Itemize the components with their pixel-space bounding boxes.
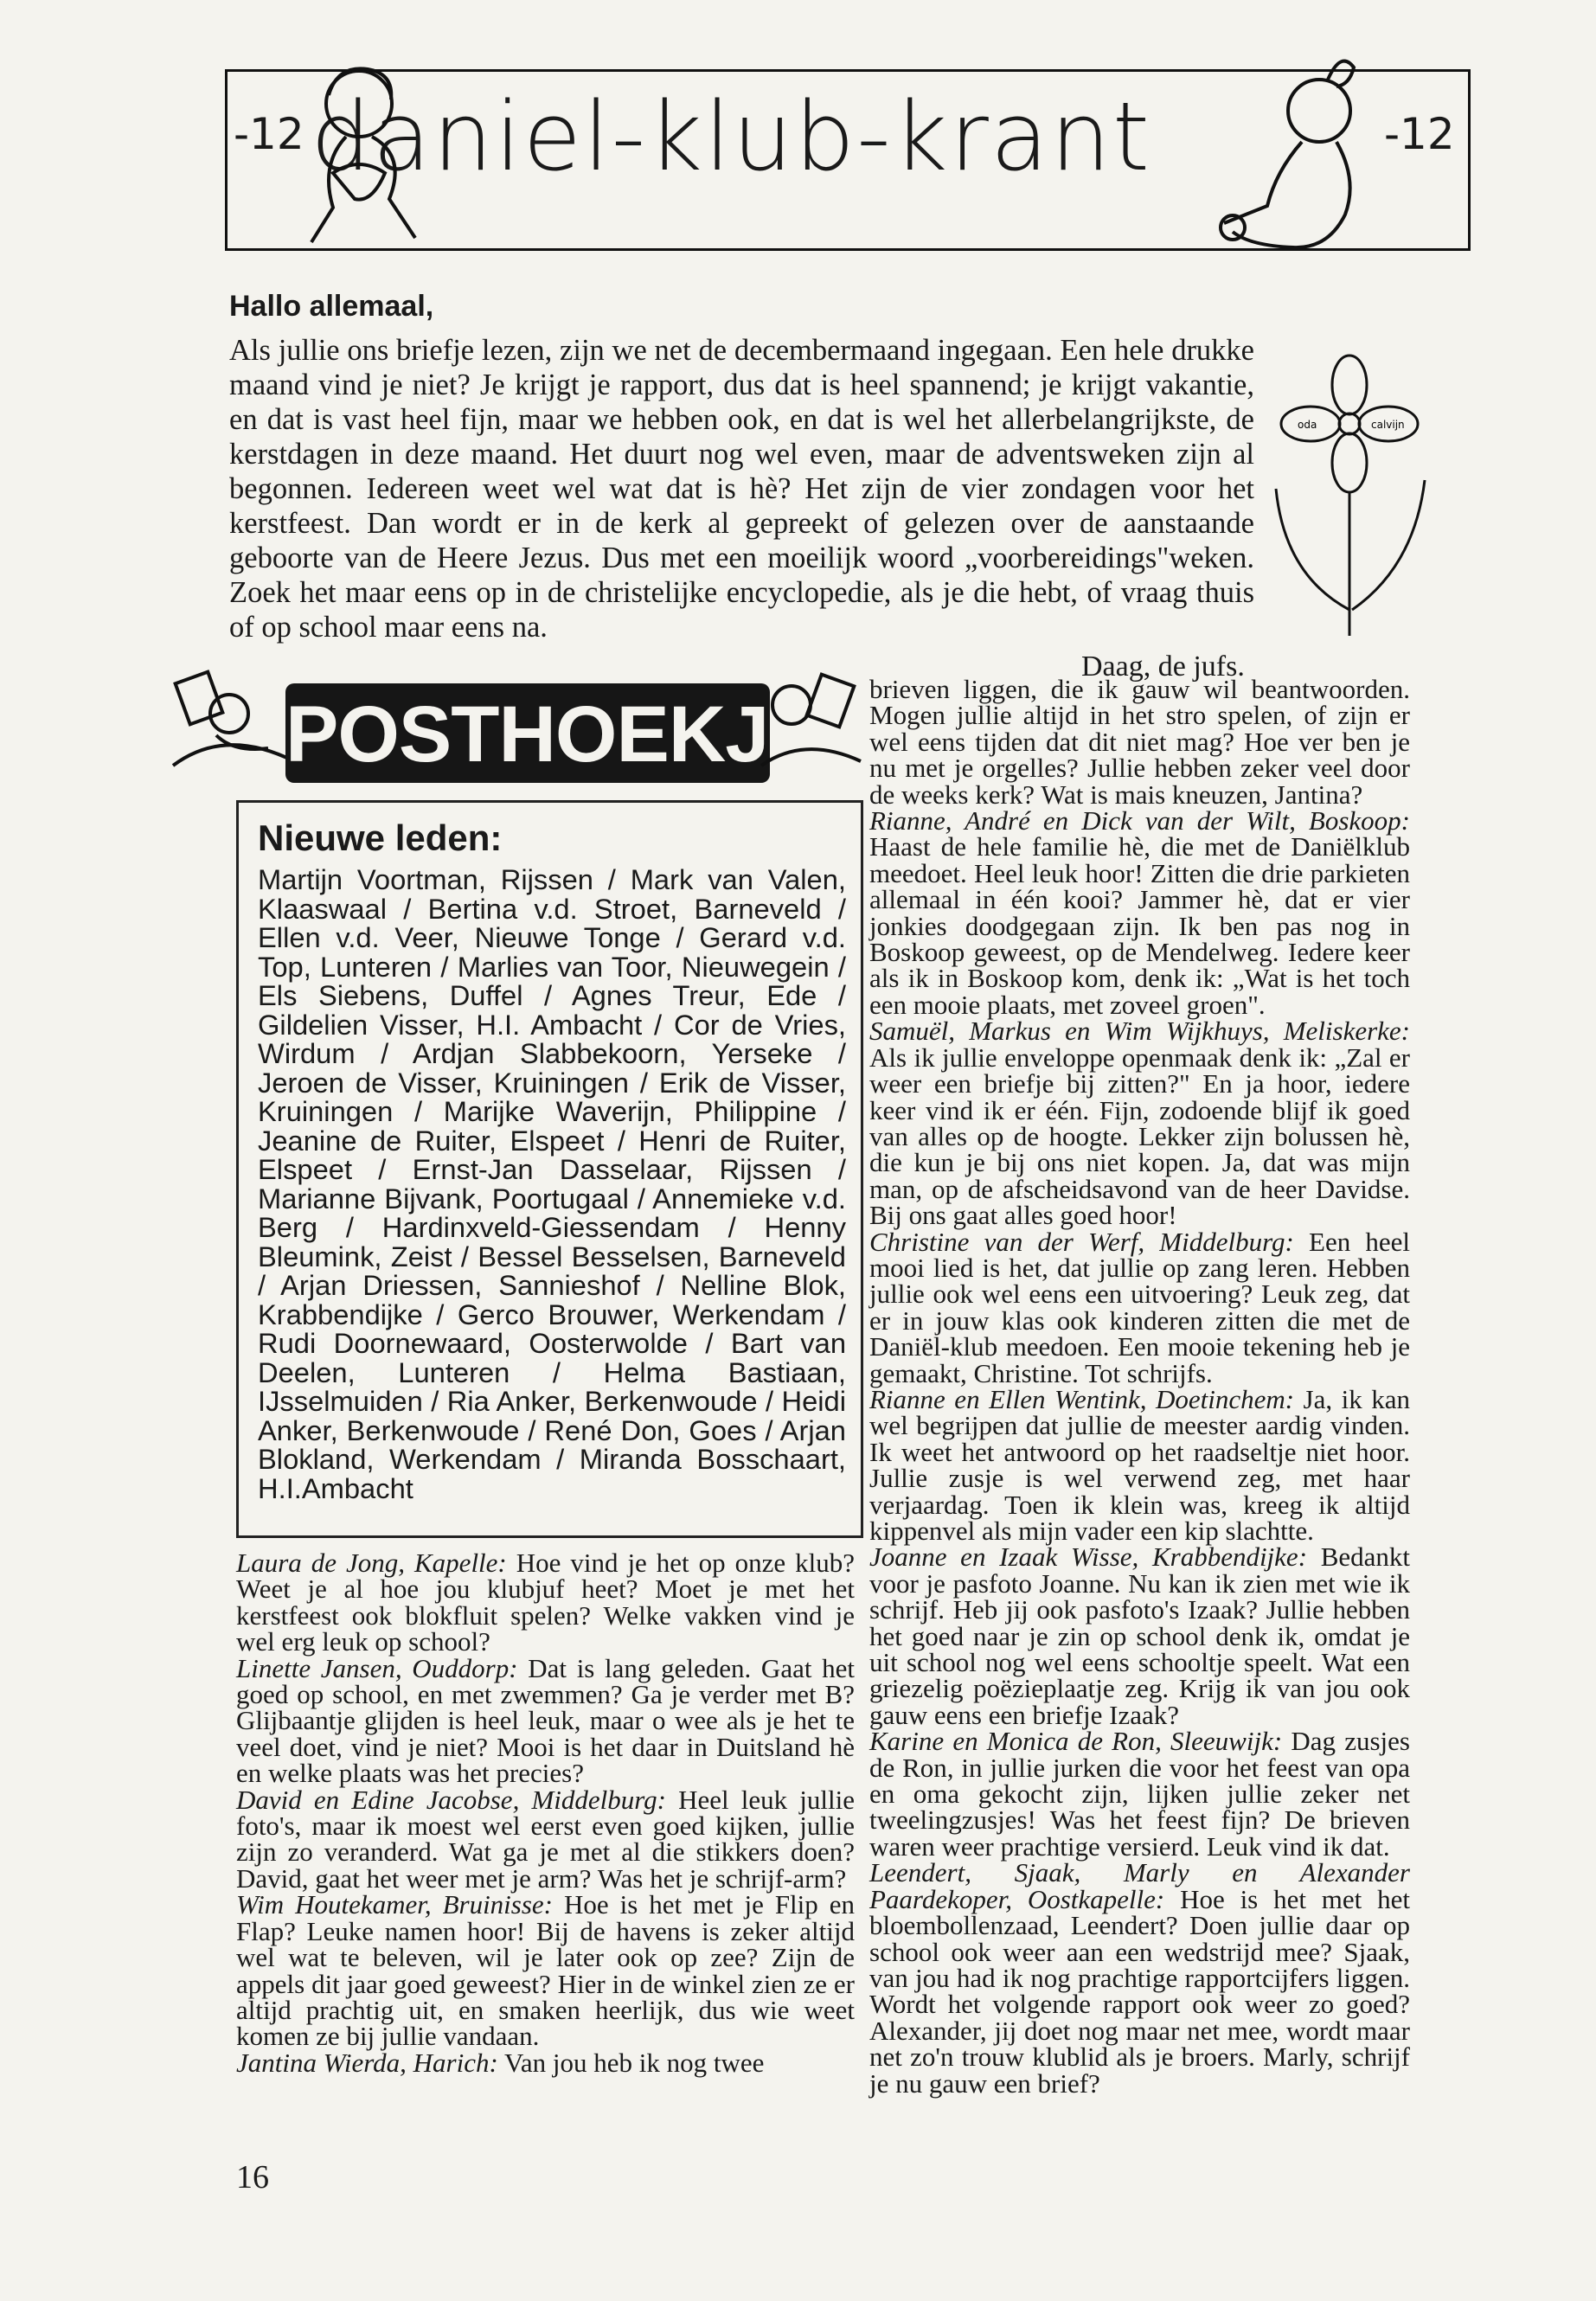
letters-left-column — [236, 1550, 855, 2076]
letter-sender: Linette Jansen, Ouddorp: — [236, 1652, 518, 1683]
letter-item — [869, 1016, 1410, 1231]
flower-illustration-icon — [1267, 350, 1432, 649]
letter-item — [869, 1541, 1411, 1730]
letter-text: Haast de hele familie hè, die met de Daniëlklub meedoet. Heel leuk hoor! Zitten die drie parkieten allemaal in één kooi? Jammer hè, dat er vier jonkies doodgegaan zijn. Ik ben pas nog in Boskoop geweest, op de Mendelweg. Iedere keer als ik in Boskoop kom, denk ik: „Wat is het toch een mooie plaats, met zoveel groen". — [869, 831, 1410, 1020]
signoff: Daag, de jufs. — [1081, 651, 1245, 683]
letter-item — [869, 805, 1410, 1020]
reading-child-right-icon — [753, 666, 865, 779]
new-members-list: Martijn Voortman, Rijssen / Mark van Valen, Klaaswaal / Bertina v.d. Stroet, Barneveld / Ellen v.d. Veer, Nieuwe Tonge / Gerard v.d. Top, Lunteren / Marlies van Toor, Nieuwegein / Els Siebens, Duffel / Agnes Treur, Ede / Gildelien Visser, H.I. Ambacht / Cor de Vries, Wirdum / Ardjan Slabbekoorn, Yerseke / Jeroen de Visser, Kruiningen / Erik de Visser, Kruiningen / Marijke Waverijn, Philippine / Jeanine de Ruiter, Elspeet / Henri de Ruiter, Elspeet / Ernst-Jan Dasselaar, Rijssen / Marianne Bijvank, Poortugaal / Annemieke v.d. Berg / Hardinxveld-Giessendam / Henny Bleumink, Zeist / Bessel Besselsen, Barneveld / Arjan Driessen, Sannieshof / Nelline Blok, Krabbendijke / Gerco Brouwer, Werkendam / Rudi Doornewaard, Oosterwolde / Bart van Deelen, Lunteren / Helma Bastiaan, IJsselmuiden / Ria Anker, Berkenwoude / Heidi Anker, Berkenwoude / René Don, Goes / Arjan Blokland, Werkendam / Miranda Bosschaart, H.I.Ambacht — [258, 863, 846, 1504]
letter-sender: Rianne en Ellen Wentink, Doetinchem: — [869, 1383, 1295, 1414]
letter-sender: Laura de Jong, Kapelle: — [236, 1548, 507, 1578]
greeting: Hallo allemaal, — [229, 290, 434, 323]
letter-sender: Rianne, André en Dick van der Wilt, Boskoop: — [869, 805, 1410, 836]
letter-sender: Leendert, Sjaak, Marly en Alexander Paardekoper, Oostkapelle: — [869, 1857, 1410, 1914]
flower-word-oda: oda — [1298, 419, 1317, 431]
letter-text: brieven liggen, die ik gauw wil beantwoorden. Mogen jullie altijd in het stro spelen, of zijn er wel eens tijden dat dit niet mag? Hoe ver ben je nu met je orgelles? Jullie hebben zeker veel door de weeks kerk? Wat is mais kneuzen, Jantina? — [869, 674, 1410, 810]
post-corner-title: POSTHOEKJE — [285, 690, 821, 779]
reading-child-left-icon — [164, 666, 303, 779]
letter-item — [869, 1728, 1410, 1860]
boy-illustration-icon — [285, 52, 433, 260]
issue-number-left: -12 — [234, 109, 304, 159]
intro-text: Als jullie ons briefje lezen, zijn we net de decembermaand ingegaan. Een hele drukke maand vind je niet? Je krijgt je rapport, dus dat is heel spannend; je krijgt vakantie, en dat is vast heel fijn, maar we hebben ook, en dat is wel het allerbelangrijkste, de kerstdagen in deze maand. Het duurt nog wel even, maar de adventsweken zijn al begonnen. Iedereen weet wel wat dat is hè? Het zijn de vier zondagen voor het kerstfeest. Dan wordt er in de kerk al gepreekt of gelezen over de aanstaande geboorte van de Heere Jezus. Dus met een moeilijk woord „voorbereidings"weken. Zoek het maar eens op in de christelijke encyclopedie, als je die hebt, of vraag thuis of op school maar eens na. — [229, 334, 1254, 644]
letter-sender: Karine en Monica de Ron, Sleeuwijk: — [869, 1726, 1283, 1757]
letter-text: Van jou heb ik nog twee — [497, 2047, 765, 2078]
girl-illustration-icon — [1198, 42, 1397, 262]
new-members-heading: Nieuwe leden: — [258, 817, 503, 858]
letter-item — [236, 1784, 855, 1894]
letter-text: Dat is lang geleden. Gaat het goed op school, en met zwemmen? Ga je verder met B? Glijbaantje glijden is heel leuk, maar o wee als je het te veel doet, vind je niet? Mooi is het daar in Duitsland hè en welke plaats was het precies? — [236, 1652, 855, 1789]
letter-text: Hoe is het met je Flip en Flap? Leuke namen hoor! Bij de havens is zeker altijd wel wat te beleven, wil je later ook op zee? Zijn de appels dit jaar goed geweest? Hier in de winkel zien ze er altijd prachtig uit, en smaken heerlijk, dus wie weet komen ze bij jullie vandaan. — [236, 1889, 856, 2052]
letter-item — [869, 1857, 1410, 2099]
letter-sender: Christine van der Werf, Middelburg: — [869, 1226, 1294, 1257]
letter-text: Als ik jullie enveloppe openmaak denk ik: „Zal er weer een briefje bij zitten?" En ja hoor, iedere keer vind ik er één. Fijn, zodoende blijf ik goed van alles op de hoogte. Lekker zijn bolussen hè, die kun je bij ons niet kopen. Ja, dat was mijn man, op de afscheidsavond van de heer Davidse. Bij ons gaat alles goed hoor! — [869, 1042, 1410, 1231]
letters-right-column — [869, 676, 1410, 2097]
letter-item — [236, 2047, 855, 2078]
letter-text: Bedankt voor je pasfoto Joanne. Nu kan ik zien met wie ik schrijf. Heb jij ook pasfoto's Izaak? Jullie hebben het goed naar je zin op school denk ik, omdat je uit school nog wel eens schooltje speelt. Wat een griezelig poëzieplaatje zeg. Krijg ik van jou ook gauw eens een briefje Izaak? — [869, 1541, 1411, 1730]
letter-item — [869, 676, 1410, 808]
letter-sender: Samuël, Markus en Wim Wijkhuys, Meliskerke: — [869, 1016, 1410, 1047]
letter-text: Heel leuk jullie foto's, maar ik moest wel eerst even goed kijken, jullie zijn zo veranderd. Wat ga je met al die stikkers doen? David, gaat het weer met je arm? Was het je schrijf-arm? — [236, 1784, 855, 1894]
letter-item — [236, 1889, 856, 2052]
issue-number-right: -12 — [1384, 109, 1455, 159]
flower-word-calvijn: calvijn — [1371, 419, 1405, 431]
letter-sender: David en Edine Jacobse, Middelburg: — [236, 1784, 666, 1815]
letter-item — [236, 1652, 855, 1789]
letter-sender: Wim Houtekamer, Bruinisse: — [236, 1889, 554, 1920]
letter-text: Een heel mooi lied is het, dat jullie op zang leren. Hebben jullie ook wel eens een uitvoering? Leuk zeg, dat er in jouw klas ook kinderen zitten die met de Daniël-klub meedoen. Een mooie tekening heb je gemaakt, Christine. Tot schrijfs. — [869, 1226, 1410, 1388]
letter-sender: Jantina Wierda, Harich: — [236, 2047, 498, 2078]
letter-item — [236, 1550, 855, 1656]
page-number: 16 — [236, 2159, 269, 2195]
letter-text: Hoe is het met het bloembollenzaad, Leendert? Doen jullie daar op school ook weer aan een wedstrijd mee? Sjaak, van jou had ik nog prachtige rapportcijfers liggen. Wordt het volgende rapport ook weer zo goed? Alexander, jij doet nog maar net mee, wordt maar net zo'n trouw klublid als je broers. Marly, schrijf je nu gauw een brief? — [869, 1883, 1410, 2099]
letter-text: Dag zusjes de Ron, in jullie jurken die voor het feest van opa en oma gekocht zijn, lijken jullie zeker net tweelingzusjes! Was het feest fijn? De brieven waren weer prachtige versierd. Leuk vind ik dat. — [869, 1726, 1410, 1862]
letter-item — [869, 1226, 1410, 1388]
letter-item — [869, 1383, 1411, 1546]
letter-sender: Joanne en Izaak Wisse, Krabbendijke: — [869, 1541, 1308, 1573]
letter-text: Ja, ik kan wel begrijpen dat jullie de meester aardig vinden. Ik weet het antwoord op het raadseltje niet hoor. Jullie zusje is wel verwend zeg, met haar verjaardag. Toen ik klein was, kreeg ik altijd kippenvel als mijn vader een kip slachtte. — [869, 1383, 1411, 1546]
masthead-title: daniel-klub-krant — [310, 81, 1152, 192]
letter-text: Hoe vind je het op onze klub? Weet je al hoe jou klubjuf heet? Moet je met het kerstfeest ook blokfluit spelen? Welke vakken vind je wel erg leuk op school? — [236, 1548, 855, 1657]
